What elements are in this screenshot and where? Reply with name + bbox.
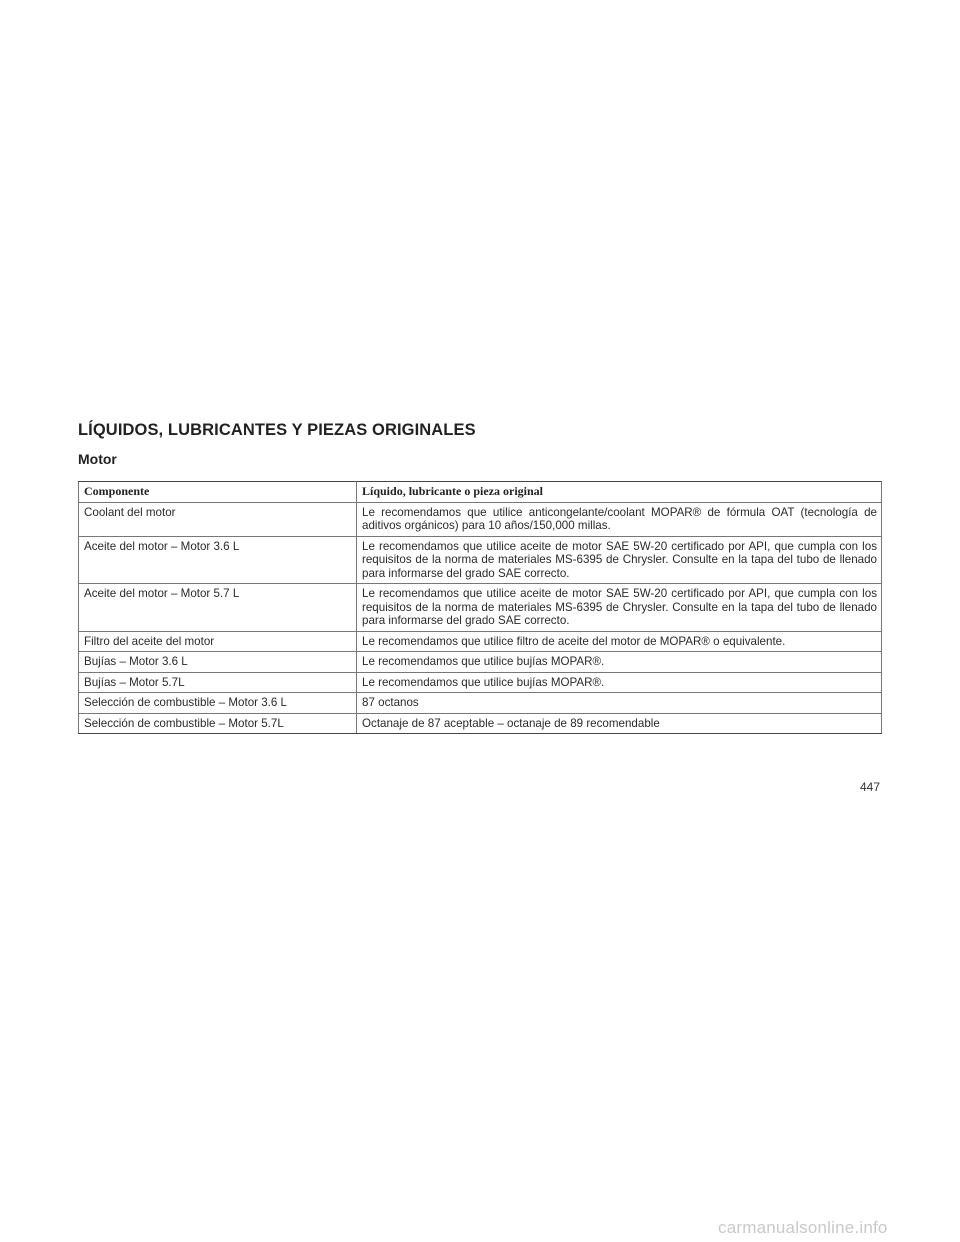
column-header-fluid: Líquido, lubricante o pieza original (357, 482, 882, 503)
subsection-title: Motor (78, 451, 117, 467)
row-fluid: Le recomendamos que utilice aceite de motor SAE 5W-20 certificado por API, que cumpla con los requisitos de la norma de materiales MS-6395 de Chrysler. Consulte en la tapa del tubo de llenado para informarse del grado SAE correcto. (357, 536, 882, 584)
table-header-row (79, 482, 882, 503)
row-fluid: Le recomendamos que utilice bujías MOPAR®. (357, 672, 882, 693)
table-row (79, 693, 882, 714)
table-row (79, 631, 882, 652)
row-fluid: 87 octanos (357, 693, 882, 714)
table-row (79, 672, 882, 693)
table-row (79, 536, 882, 584)
column-header-component: Componente (79, 482, 357, 503)
row-component: Filtro del aceite del motor (79, 631, 357, 652)
row-component: Selección de combustible – Motor 3.6 L (79, 693, 357, 714)
table-row (79, 652, 882, 673)
watermark: carmanualsonline.info (718, 1218, 888, 1237)
table-row (79, 502, 882, 536)
row-component: Bujías – Motor 3.6 L (79, 652, 357, 673)
row-component: Aceite del motor – Motor 5.7 L (79, 584, 357, 632)
section-title: LÍQUIDOS, LUBRICANTES Y PIEZAS ORIGINALES (78, 421, 476, 439)
row-component: Coolant del motor (79, 502, 357, 536)
row-fluid: Le recomendamos que utilice bujías MOPAR®. (357, 652, 882, 673)
row-fluid: Octanaje de 87 aceptable – octanaje de 89 recomendable (357, 713, 882, 734)
row-component: Aceite del motor – Motor 3.6 L (79, 536, 357, 584)
row-component: Selección de combustible – Motor 5.7L (79, 713, 357, 734)
row-fluid: Le recomendamos que utilice aceite de motor SAE 5W-20 certificado por API, que cumpla con los requisitos de la norma de materiales MS-6395 de Chrysler. Consulte en la tapa del tubo de llenado para informarse del grado SAE correcto. (357, 584, 882, 632)
table-row (79, 584, 882, 632)
row-component: Bujías – Motor 5.7L (79, 672, 357, 693)
page-number: 447 (860, 780, 881, 794)
fluids-table (78, 481, 882, 734)
row-fluid: Le recomendamos que utilice filtro de aceite del motor de MOPAR® o equivalente. (357, 631, 882, 652)
row-fluid: Le recomendamos que utilice anticongelante/coolant MOPAR® de fórmula OAT (tecnología de aditivos orgánicos) para 10 años/150,000 millas. (357, 502, 882, 536)
table-row (79, 713, 882, 734)
